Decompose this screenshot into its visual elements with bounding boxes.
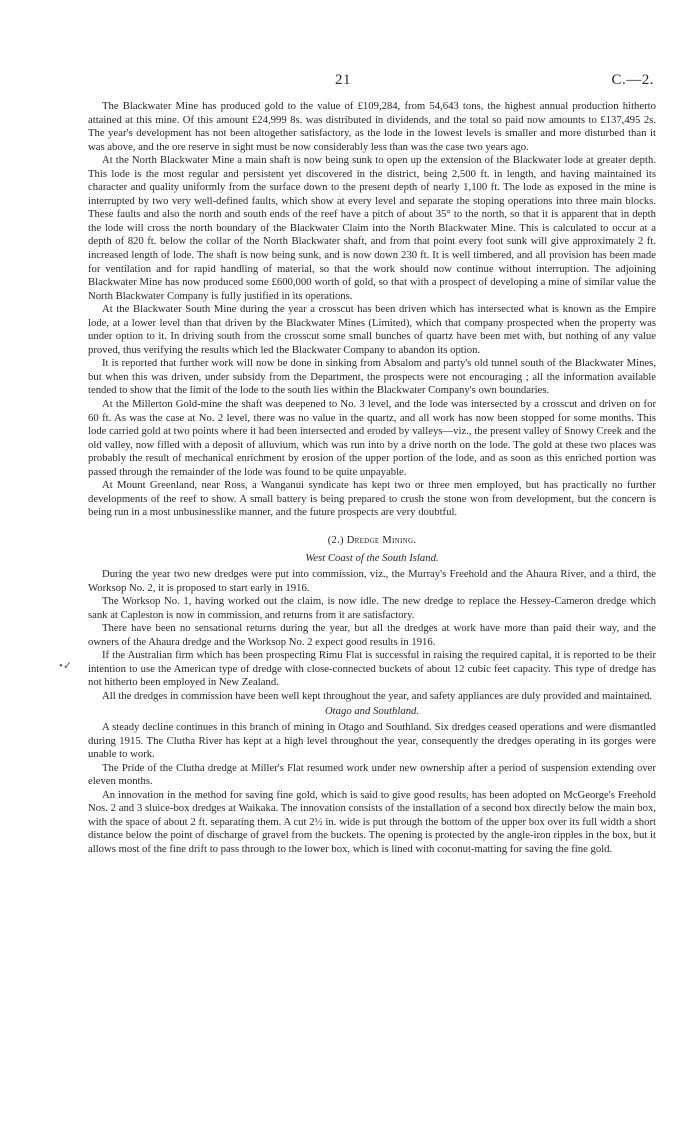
paragraph: If the Australian firm which has been prospecting Rimu Flat is successful in raising the required capital, it is reported to be their intention to use the American type of dredge with close-connected buckets of about 12 cubic feet capacity. This type of dredge has not hitherto been employed in New Zealand. [88,649,656,689]
paragraph: There have been no sensational returns during the year, but all the dredges at work have more than paid their way, and the owners of the Ahaura dredge and the Worksop No. 2 expect good results in 1916. [88,622,656,648]
document-body [88,100,656,857]
paragraph: At the Millerton Gold-mine the shaft was deepened to No. 3 level, and the lode was intersected by a crosscut and driven on for 60 ft. As was the case at No. 2 level, there was no value in the quartz, and all work has now been stopped for some months. This lode carried gold at two points where it had been intersected and eroded by valleys—viz., the present valley of Snowy Creek and the old valley, now filled with a deposit of alluvium, which was run into by a drive north on the lode. The gold at these two places was probably the result of mechanical enrichment by erosion of the upper portion of the lode, and as soon as this enriched portion was passed through the remainder of the lode was found to be quite unpayable. [88,398,656,478]
subsection-heading-otago: Otago and Southland. [324,704,420,717]
paragraph: At Mount Greenland, near Ross, a Wanganui syndicate has kept two or three men employed, but has practically no further developments of the reef to show. A small battery is being prepared to crush the stone won from development, but the concern is being run in a most unbusinesslike manner, and the future prospects are very doubtful. [88,479,656,519]
paragraph: It is reported that further work will now be done in sinking from Absalom and party's old tunnel south of the Blackwater Mines, but when this was driven, under subsidy from the Department, the prospects were not encouraging ; all the information available tended to show that the limit of the lode to the south lies within the Blackwater Company's own boundaries. [88,357,656,397]
subsection-heading-west-coast: West Coast of the South Island. [305,551,439,564]
paragraph: At the North Blackwater Mine a main shaft is now being sunk to open up the extension of the Blackwater lode at greater depth. This lode is the most regular and persistent yet discovered in the district, being 2,500 ft. in length, and having maintained its character and quality uniformly from the surface down to the present depth of nearly 1,100 ft. The lode as exposed in the mine is interrupted by two very well-defined faults, which show at every level and separate the stoping operations into three main blocks. These faults and also the north and south ends of the reef have a pitch of about 35° to the north, so that it is apparent that in depth the lode will cross the north boundary of the Blackwater Claim into the North Blackwater Mine. This is calculated to occur at a depth of 820 ft. below the collar of the North Blackwater shaft, and from that point every foot sunk will give approximately 2 ft. increased length of lode. The shaft is now being sunk, and is now down 230 ft. It is well timbered, and all provision has been made for ventilation and for rapid handling of material, so that the work should now continue without interruption. The adjoining Blackwater Mine has now produced some £600,000 worth of gold, so that with a prospect of developing a mine of similar value the North Blackwater Company is fully justified in its operations. [88,154,656,302]
paragraph: The Blackwater Mine has produced gold to the value of £109,284, from 54,643 tons, the highest annual production hitherto attained at this mine. Of this amount £24,999 8s. was distributed in dividends, and the total so paid now amounts to £137,495 2s. The year's development has not been altogether satisfactory, as the lode in the lowest levels is smaller and more disturbed than it was above, and the ore reserve in sight must be now considerably less than was the case two years ago. [88,100,656,153]
page-number: 21 [335,72,351,88]
paragraph: An innovation in the method for saving fine gold, which is said to give good results, has been adopted on McGeorge's Freehold Nos. 2 and 3 sluice-box dredges at Waikaka. The innovation consists of the installation of a second box directly below the main box, with the space of about 2 ft. separating them. A cut 2½ in. wide is put through the bottom of the upper box over its full width a short distance below the point of discharge of gravel from the buckets. The opening is protected by the angle-iron ripples in the box, but it allows most of the fine drift to pass through to the lower box, which is lined with coconut-matting for saving the fine gold. [88,788,656,855]
paragraph: The Worksop No. 1, having worked out the claim, is now idle. The new dredge to replace the Hessey-Cameron dredge which sank at Capleston is now in commission, and returns from it are satisfactory. [88,595,656,621]
margin-mark: •✓ [59,660,73,672]
paragraph: All the dredges in commission have been well kept throughout the year, and safety appliances are duly provided and maintained. [102,689,653,702]
paragraph: During the year two new dredges were put into commission, viz., the Murray's Freehold and the Ahaura River, and a third, the Worksop No. 2, it is proposed to start early in 1916. [88,568,656,594]
paragraph: The Pride of the Clutha dredge at Miller's Flat resumed work under new ownership after a period of suspension extending over eleven months. [88,761,656,788]
section-heading-dredge-mining: (2.) Dredge Mining. [327,534,417,546]
paragraph: A steady decline continues in this branch of mining in Otago and Southland. Six dredges ceased operations and were dismantled during 1915. The Clutha River has kept at a high level throughout the year, consequently the dredges operating in its gorges were unable to work. [88,721,656,761]
paragraph: At the Blackwater South Mine during the year a crosscut has been driven which has intersected what is known as the Empire lode, at a lower level than that driven by the Blackwater Mines (Limited), which that company prospected when the property was under option to it. In driving south from the crosscut some small bunches of quartz have been met with, but nothing of any value proved, thus verifying the results which led the Blackwater Company to abandon its option. [88,303,656,356]
document-reference: C.—2. [611,72,654,88]
